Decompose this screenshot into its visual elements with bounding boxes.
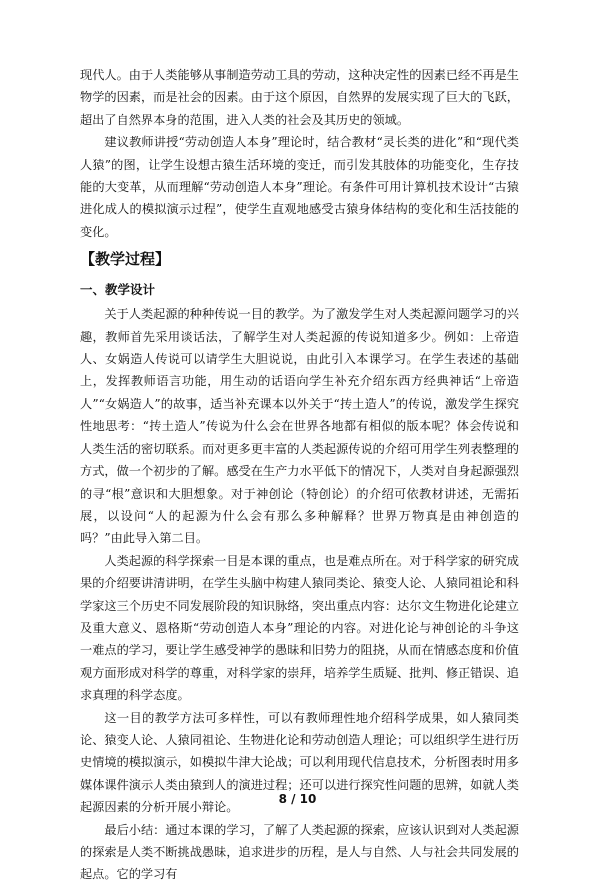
paragraph-teaching-suggestion: 建议教师讲授“劳动创造人本身”理论时，结合教材“灵长类的进化”和“现代类人猿”的图，让学生设想古猿生活环境的变迁，而引发其肢体的功能变化，生存技能的大变革，从而理解“劳动创造人本身”理论。有条件可用计算机技术设计“古猿进化成人的模拟演示过程”，使学生直观地感受古猿身体结构的变化和生活技能的变化。 <box>80 135 519 239</box>
paragraph-legends: 关于人类起源的种种传说一目的教学。为了激发学生对人类起源问题学习的兴趣，教师首先采用谈话法，了解学生对人类起源的传说知道多少。例如：上帝造人、女娲造人传说可以请学生大胆说说，由此引入本课学习。在学生表述的基础上，发挥教师语言功能，用生动的话语向学生补充介绍东西方经典神话“上帝造人”“女娲造人”的故事，适当补充课本以外关于“抟土造人”的传说，激发学生探究性地思考：“抟土造人”传说为什么会在世界各地都有相似的版本呢？体会传说和人类生活的密切联系。而对更多更丰富的人类起源传说的介绍可用学生列表整理的方式，做一个初步的了解。感受在生产力水平低下的情况下，人类对自身起源强烈的寻“根”意识和大胆想象。对于神创论（特创论）的介绍可依教材讲述，无需拓展，以设问“人的起源为什么会有那么多种解释？世界万物真是由神创造的吗？”由此导入第二目。 <box>80 307 519 546</box>
paragraph-continued: 现代人。由于人类能够从事制造劳动工具的劳动，这种决定性的因素已经不再是生物学的因素，而是社会的因素。由于这个原因，自然界的发展实现了巨大的飞跃，超出了自然界本身的范围，进入人类的社会及其历史的领域。 <box>80 68 519 127</box>
page-body <box>80 64 519 886</box>
paragraph-scientific-exploration: 人类起源的科学探索一目是本课的重点，也是难点所在。对于科学家的研究成果的介绍要讲清讲明，在学生头脑中构建人猿同类论、猿变人论、人猿同祖论和科学家这三个历史不同发展阶段的知识脉络，突出重点内容：达尔文生物进化论建立及重大意义、恩格斯“劳动创造人本身”理论的内容。对进化论与神创论的斗争这一难点的学习，要让学生感受神学的愚昧和旧势力的阻挠，从而在情感态度和价值观方面形成对科学的尊重，对科学家的崇拜，培养学生质疑、批判、修正错误、追求真理的科学态度。 <box>80 553 519 703</box>
section-heading: 【教学过程】 <box>80 250 171 269</box>
paragraph-methods: 这一目的教学方法可多样性，可以有教师理性地介绍科学成果，如人猿同类论、猿变人论、人猿同祖论、生物进化论和劳动创造人理论；可以组织学生进行历史情境的模拟演示，如模拟牛津大论战；可以利用现代信息技术，分析图表时用多媒体课件演示人类由猿到人的演进过程；还可以进行探究性问题的思辨，如就人类起源因素的分析开展小辩论。 <box>80 710 519 815</box>
subsection-heading: 一、教学设计 <box>80 282 156 298</box>
paragraph-summary: 最后小结：通过本课的学习，了解了人类起源的探索，应该认识到对人类起源的探索是人类不断挑战愚昧，追求进步的历程，是人与自然、人与社会共同发展的起点。它的学习有 <box>80 822 519 882</box>
page-number: 8 / 10 <box>278 792 317 806</box>
